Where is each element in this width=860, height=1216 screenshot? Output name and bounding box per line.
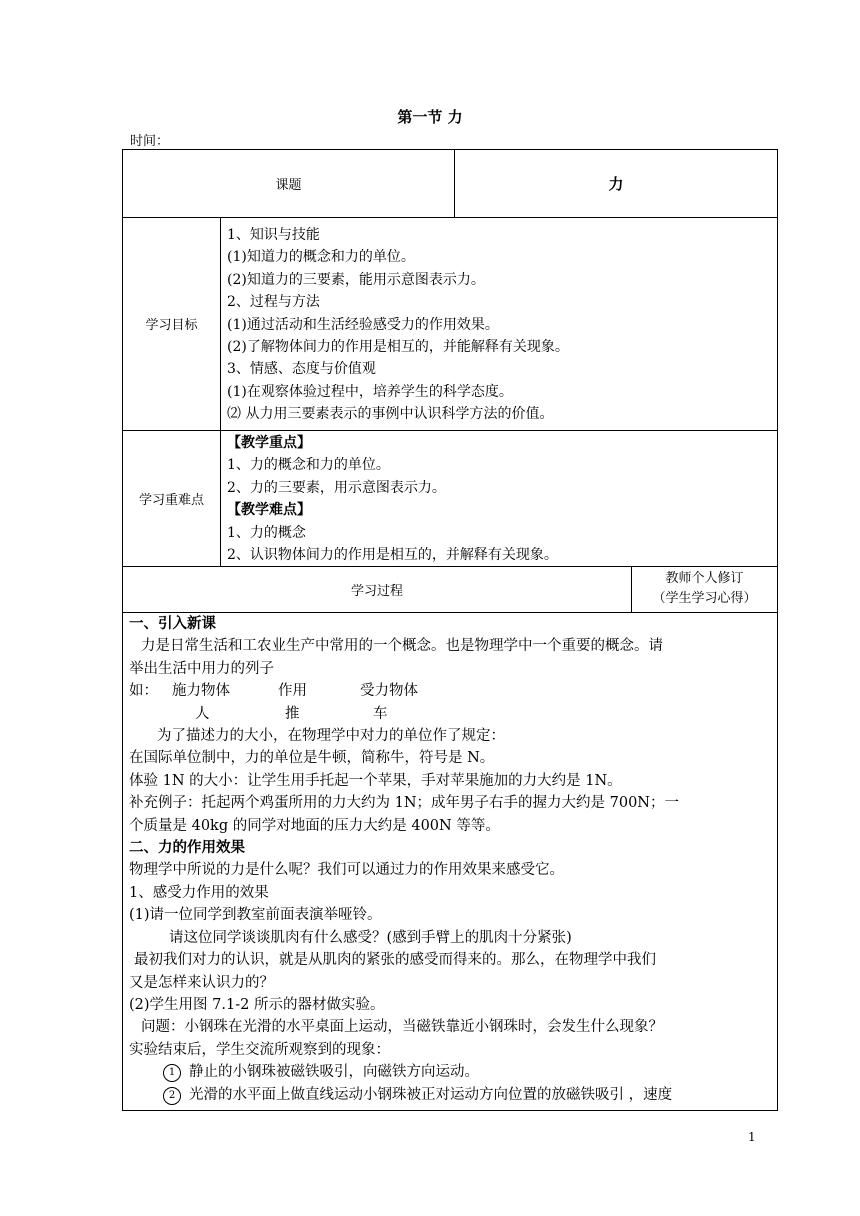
example-row [129, 680, 775, 702]
objective-line: (1)通过活动和生活经验感受力的作用效果。 [227, 316, 499, 333]
paragraph: 个质量是 40kg 的同学对地面的压力大约是 400N 等等。 [129, 817, 500, 834]
example-agent: 人 [195, 705, 210, 722]
student-notes-title: （学生学习心得） [652, 591, 757, 606]
key-points-label: 学习重难点 [138, 492, 204, 508]
objective-line: (1)在观察体验过程中，培养学生的科学态度。 [227, 383, 513, 400]
paragraph: 最初我们对力的认识，就是从肌肉的紧张的感受而得来的。那么，在物理学中我们 [134, 952, 656, 969]
objective-line: (2)了解物体间力的作用是相互的，并能解释有关现象。 [227, 339, 569, 356]
objective-line: 1、知识与技能 [227, 227, 320, 243]
objective-line: (2)知道力的三要素，能用示意图表示力。 [227, 271, 485, 288]
teacher-notes-title: 教师个人修订 [665, 571, 744, 586]
circled-number: 1 [163, 1064, 181, 1082]
paragraph: 体验 1N 的大小：让学生用手托起一个苹果，手对苹果施加的力大约是 1N。 [129, 772, 622, 789]
example-action: 推 [285, 705, 300, 722]
section-heading: 二、力的作用效果 [129, 840, 245, 857]
focus-line: 2、力的三要素，用示意图表示力。 [227, 479, 446, 496]
topic-label: 课题 [275, 178, 302, 193]
difficulty-line: 2、认识物体间力的作用是相互的，并解释有关现象。 [227, 547, 558, 564]
process-body [129, 613, 775, 1106]
circled-number: 2 [163, 1087, 181, 1105]
paragraph: 请这位同学谈谈肌肉有什么感受？(感到手臂上的肌肉十分紧张) [169, 929, 572, 946]
paragraph: 举出生活中用力的列子 [129, 660, 274, 677]
paragraph: 为了描述力的大小，在物理学中对力的单位作了规定： [157, 728, 505, 745]
page-title: 第一节 力 [397, 108, 463, 126]
difficulty-heading: 【教学难点】 [227, 502, 311, 519]
process-label: 学习过程 [350, 583, 403, 599]
paragraph: (2)学生用图 7.1-2 所示的器材做实验。 [129, 996, 385, 1013]
list-item-text: 光滑的水平面上做直线运动小钢珠被正对运动方向位置的放磁铁吸引 ，速度 [189, 1086, 673, 1103]
paragraph: (1)请一位同学到教室前面表演举哑铃。 [129, 907, 382, 924]
example-prefix: 如： [129, 683, 158, 700]
topic-value: 力 [608, 175, 624, 193]
objective-line: ⑵ 从力用三要素表示的事例中认识科学方法的价值。 [227, 406, 554, 423]
list-item-text: 静止的小钢珠被磁铁吸引，向磁铁方向运动。 [189, 1064, 479, 1081]
objectives-label: 学习目标 [145, 318, 198, 333]
example-header-agent: 施力物体 [172, 683, 230, 700]
row-divider [123, 430, 777, 431]
paragraph: 力是日常生活和工农业生产中常用的一个概念。也是物理学中一个重要的概念。请 [141, 638, 663, 655]
example-row [129, 703, 775, 725]
objectives-list [227, 224, 775, 426]
list-item [129, 1061, 775, 1083]
paragraph: 实验结束后，学生交流所观察到的现象： [129, 1041, 390, 1058]
list-item [129, 1084, 775, 1106]
example-receiver: 车 [373, 705, 388, 722]
objective-line: (1)知道力的概念和力的单位。 [227, 249, 415, 266]
paragraph: 补充例子：托起两个鸡蛋所用的力大约为 1N；成年男子右手的握力大约是 700N；一 [129, 795, 679, 812]
teacher-notes-header [632, 566, 777, 612]
paragraph: 又是怎样来认识力的？ [129, 974, 274, 991]
paragraph: 物理学中所说的力是什么呢？我们可以通过力的作用效果来感受它。 [129, 862, 564, 879]
paragraph: 1、感受力作用的效果 [129, 884, 269, 901]
row-divider [123, 217, 777, 218]
focus-heading: 【教学重点】 [227, 435, 311, 451]
objective-line: 2、过程与方法 [227, 294, 320, 311]
objective-line: 3、情感、态度与价值观 [227, 361, 376, 378]
page-number: 1 [748, 1130, 756, 1144]
time-label: 时间： [130, 134, 170, 149]
paragraph: 问题：小钢珠在光滑的水平桌面上运动，当磁铁靠近小钢珠时，会发生什么现象？ [141, 1019, 663, 1036]
paragraph: 在国际单位制中，力的单位是牛顿，简称牛，符号是 N。 [129, 750, 495, 767]
difficulty-line: 1、力的概念 [227, 524, 306, 541]
lesson-plan-table [122, 149, 778, 1111]
column-divider [220, 217, 221, 566]
focus-line: 1、力的概念和力的单位。 [227, 457, 390, 474]
example-header-receiver: 受力物体 [360, 683, 418, 700]
section-heading: 一、引入新课 [129, 616, 216, 632]
example-header-action: 作用 [278, 683, 307, 700]
key-points-list [227, 432, 775, 566]
